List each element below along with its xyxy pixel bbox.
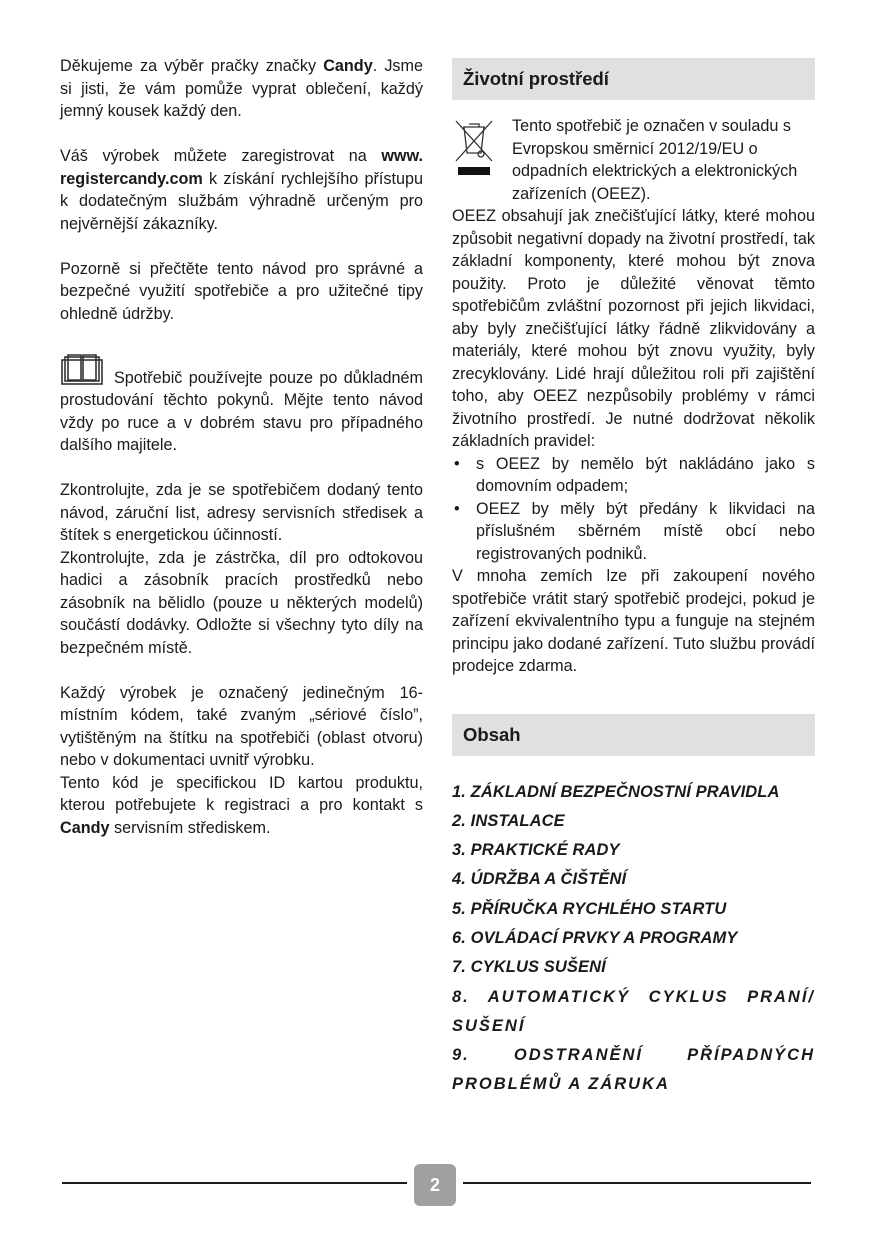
left-column — [60, 55, 423, 839]
serial-number-paragraph: Každý výrobek je označený jedinečným 16-místním kódem, také zvaným „sériové číslo”, vytištěným na štítku na spotřebiči (oblast otvoru) nebo v dokumentaci uvnitř výrobku. — [60, 683, 423, 769]
weee-body-text: OEEZ obsahují jak znečišťující látky, které mohou způsobit negativní dopady na životní prostředí, tak základní komponenty, které mohou být znova použity. Proto je důležité věnovat těmto spotřebičům zvláštní pozornost při jejich likvidaci, aby byly znečišťující látky řádně zlikvidovány a materiály, které mohou být znovu využity, byly zrecyklovány. Lidé hrají důležitou roli při zajištění toho, aby OEEZ nezpůsobily problémy v rámci životního prostředí. Je nutné dodržovat několik základních pravidel: — [452, 207, 815, 450]
toc-item-8[interactable]: 8. AUTOMATICKÝ CYKLUS PRANÍ/ SUŠENÍ — [452, 987, 815, 1035]
toc-item-7[interactable]: 7. CYKLUS SUŠENÍ — [452, 958, 606, 977]
right-column — [452, 58, 815, 1100]
weee-rule-item: • OEEZ by měly být předány k likvidaci na příslušném sběrném místě obcí nebo registrovaných podniků. — [452, 498, 815, 566]
toc-item-4[interactable]: 4. ÚDRŽBA A ČIŠTĚNÍ — [452, 870, 627, 889]
footer-divider-right — [463, 1182, 811, 1184]
toc-item-6[interactable]: 6. OVLÁDACÍ PRVKY A PROGRAMY — [452, 928, 738, 947]
check-contents-paragraph-1: Zkontrolujte, zda je se spotřebičem dodaný tento návod, záruční list, adresy servisních středisek a štítek s energetickou účinností. — [60, 481, 423, 544]
register-link[interactable]: www. registercandy.com — [60, 147, 423, 188]
register-paragraph: Váš výrobek můžete zaregistrovat na www. registercandy.com k získání rychlejšího přístupu k dodatečným službám výhradně určeným pro nejvěrnější zákazníky. — [60, 147, 423, 233]
brand-name: Candy — [323, 57, 373, 75]
product-id-paragraph: Tento kód je specifickou ID kartou produktu, kterou potřebujete k registraci a pro kontakt s Candy servisním střediskem. — [60, 773, 423, 837]
brand-name: Candy — [60, 818, 110, 837]
check-contents-paragraph-2: Zkontrolujte, zda je zástrčka, díl pro odtokovou hadici a zásobník pracích prostředků nebo zásobník na bělidlo (pouze u některých modelů) součástí dodávky. Odložte si všechny tyto díly na bezpečném místě. — [60, 548, 423, 657]
open-book-icon — [60, 354, 104, 386]
toc-item-5[interactable]: 5. PŘÍRUČKA RYCHLÉHO STARTU — [452, 899, 727, 918]
table-of-contents — [452, 778, 815, 1100]
page-number-badge: 2 — [414, 1164, 456, 1206]
book-notice-paragraph: Spotřebič používejte pouze po důkladném prostudování těchto pokynů. Mějte tento návod vždy po ruce a v dobrém stavu pro případného dalšího majitele. — [60, 354, 423, 457]
toc-item-9[interactable]: 9. ODSTRANĚNÍ PŘÍPADNÝCH PROBLÉMŮ A ZÁRUKA — [452, 1046, 815, 1094]
environment-section-title: Životní prostředí — [452, 58, 815, 100]
toc-item-1[interactable]: 1. ZÁKLADNÍ BEZPEČNOSTNÍ PRAVIDLA — [452, 782, 780, 801]
intro-paragraph: Děkujeme za výběr pračky značky Candy. Jsme si jisti, že vám pomůže vyprat oblečení, každý jemný kousek každý den. — [60, 57, 423, 120]
crossed-out-wheelie-bin-icon — [454, 117, 494, 179]
weee-notice — [452, 115, 815, 205]
weee-intro-text: Tento spotřebič je označen v souladu s Evropskou směrnicí 2012/19/EU o odpadních elektrických a elektronických zařízeních (OEEZ). — [512, 117, 798, 203]
weee-rule-item: • s OEEZ by nemělo být nakládáno jako s domovním odpadem; — [452, 453, 815, 498]
take-back-text: V mnoha zemích lze při zakoupení nového spotřebiče vrátit starý spotřebič prodejci, pokud je zařízení ekvivalentního typu a funguje na stejném principu jako dodané zařízení. Tuto službu provádí prodejce zdarma. — [452, 567, 815, 675]
toc-item-3[interactable]: 3. PRAKTICKÉ RADY — [452, 841, 620, 860]
read-manual-paragraph: Pozorně si přečtěte tento návod pro správné a bezpečné využití spotřebiče a pro užitečné tipy ohledně údržby. — [60, 259, 423, 323]
footer-divider-left — [62, 1182, 407, 1184]
contents-section-title: Obsah — [452, 714, 815, 756]
toc-item-2[interactable]: 2. INSTALACE — [452, 811, 565, 830]
weee-rules-list — [452, 453, 815, 566]
